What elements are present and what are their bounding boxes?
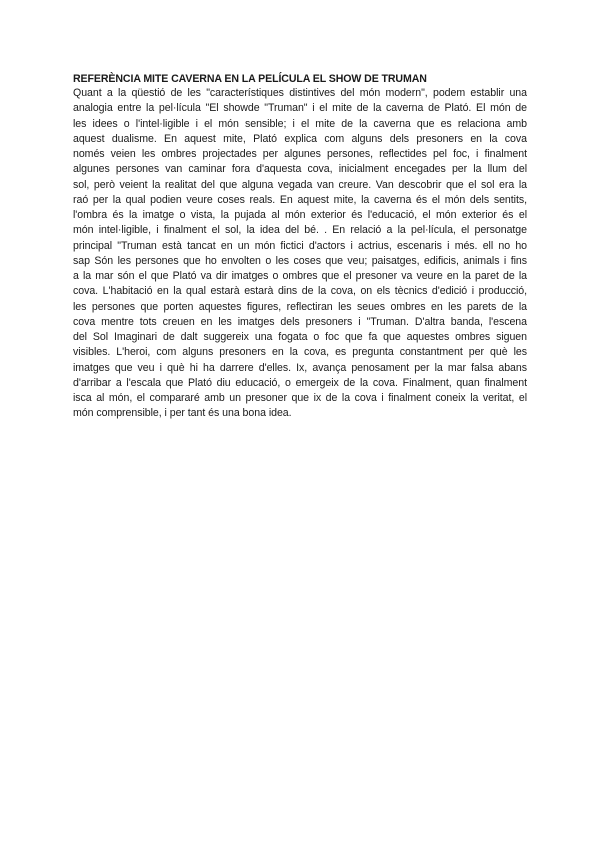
body-line: les idees o l'intel·ligible i el món sensible; i el mite de la caverna que es relaciona amb (73, 117, 527, 130)
body-line: d'arribar a l'escala que Plató diu educació, o emergeix de la cova. Finalment, quan finalment (73, 376, 527, 389)
body-line-last: món comprensible, i per tant és una bona idea. (73, 407, 292, 420)
body-line: sap Són les persones que ho envolten o les coses que veu; paisatges, edificis, animals i fins (73, 254, 527, 267)
body-line: isca al món, el compararé amb un presoner que ix de la cova i finalment coneix la veritat, el (73, 392, 527, 404)
body-line: les persones que porten aquestes figures, reflectiran les seues ombres en les parets de la (73, 300, 527, 313)
body-line: a la mar són el que Plató va dir imatges o ombres que el presoner va veure en la paret de la (73, 270, 527, 282)
body-line: principal "Truman està tancat en un món fictici d'actors i actrius, escenaris i més. ell no ho (73, 239, 527, 252)
body-line: sol, però veient la realitat del que alguna vegada van creure. Van descobrir que el sol era la (73, 178, 527, 191)
body-line: aquest dualisme. En aquest mite, Plató explica com alguns dels presoners en la cova (73, 132, 527, 145)
body-line: raó per la qual podien veure coses reals. En aquest mite, la caverna és el món dels sentits, (73, 193, 527, 206)
body-line: només veien les ombres projectades per algunes persones, reflectides pel foc, i finalment (73, 148, 527, 160)
body-line: cova mentre tots creuen en les imatges dels presoners i "Truman. D'altra banda, l'escena (73, 315, 527, 328)
body-line: visibles. L'heroi, com alguns presoners en la cova, es pregunta constantment per què les (73, 346, 527, 359)
body-line: Quant a la qüestió de les "característiques distintives del món modern", podem establir una (73, 87, 527, 99)
document-body (73, 86, 527, 422)
body-line: cova. L'habitació en la qual estarà estarà dins de la cova, on els tècnics d'edició i producció, (73, 285, 527, 298)
body-line: del Sol Imaginari de dalt suggereix una fogata o foc que fa que aquestes ombres siguen (73, 331, 527, 343)
document-title: REFERÈNCIA MITE CAVERNA EN LA PELÍCULA EL SHOW DE TRUMAN (73, 73, 427, 85)
body-line: analogia entre la pel·lícula "El showde "Truman" i el mite de la caverna de Plató. El món de (73, 102, 527, 115)
body-line: imatges que veu i què hi ha darrere d'elles. Ix, avança penosament per la mar falsa abans (73, 361, 527, 374)
body-line: algunes persones van caminar fora d'aquesta cova, inicialment encegades per la llum del (73, 163, 527, 176)
body-line: l'ombra és la imatge o vista, la pujada al món exterior és l'educació, el món exterior és el (73, 209, 527, 221)
document-page (73, 72, 527, 422)
body-line: món intel·ligible, i finalment el sol, la idea del bé. . En relació a la pel·lícula, el personatge (73, 224, 527, 237)
